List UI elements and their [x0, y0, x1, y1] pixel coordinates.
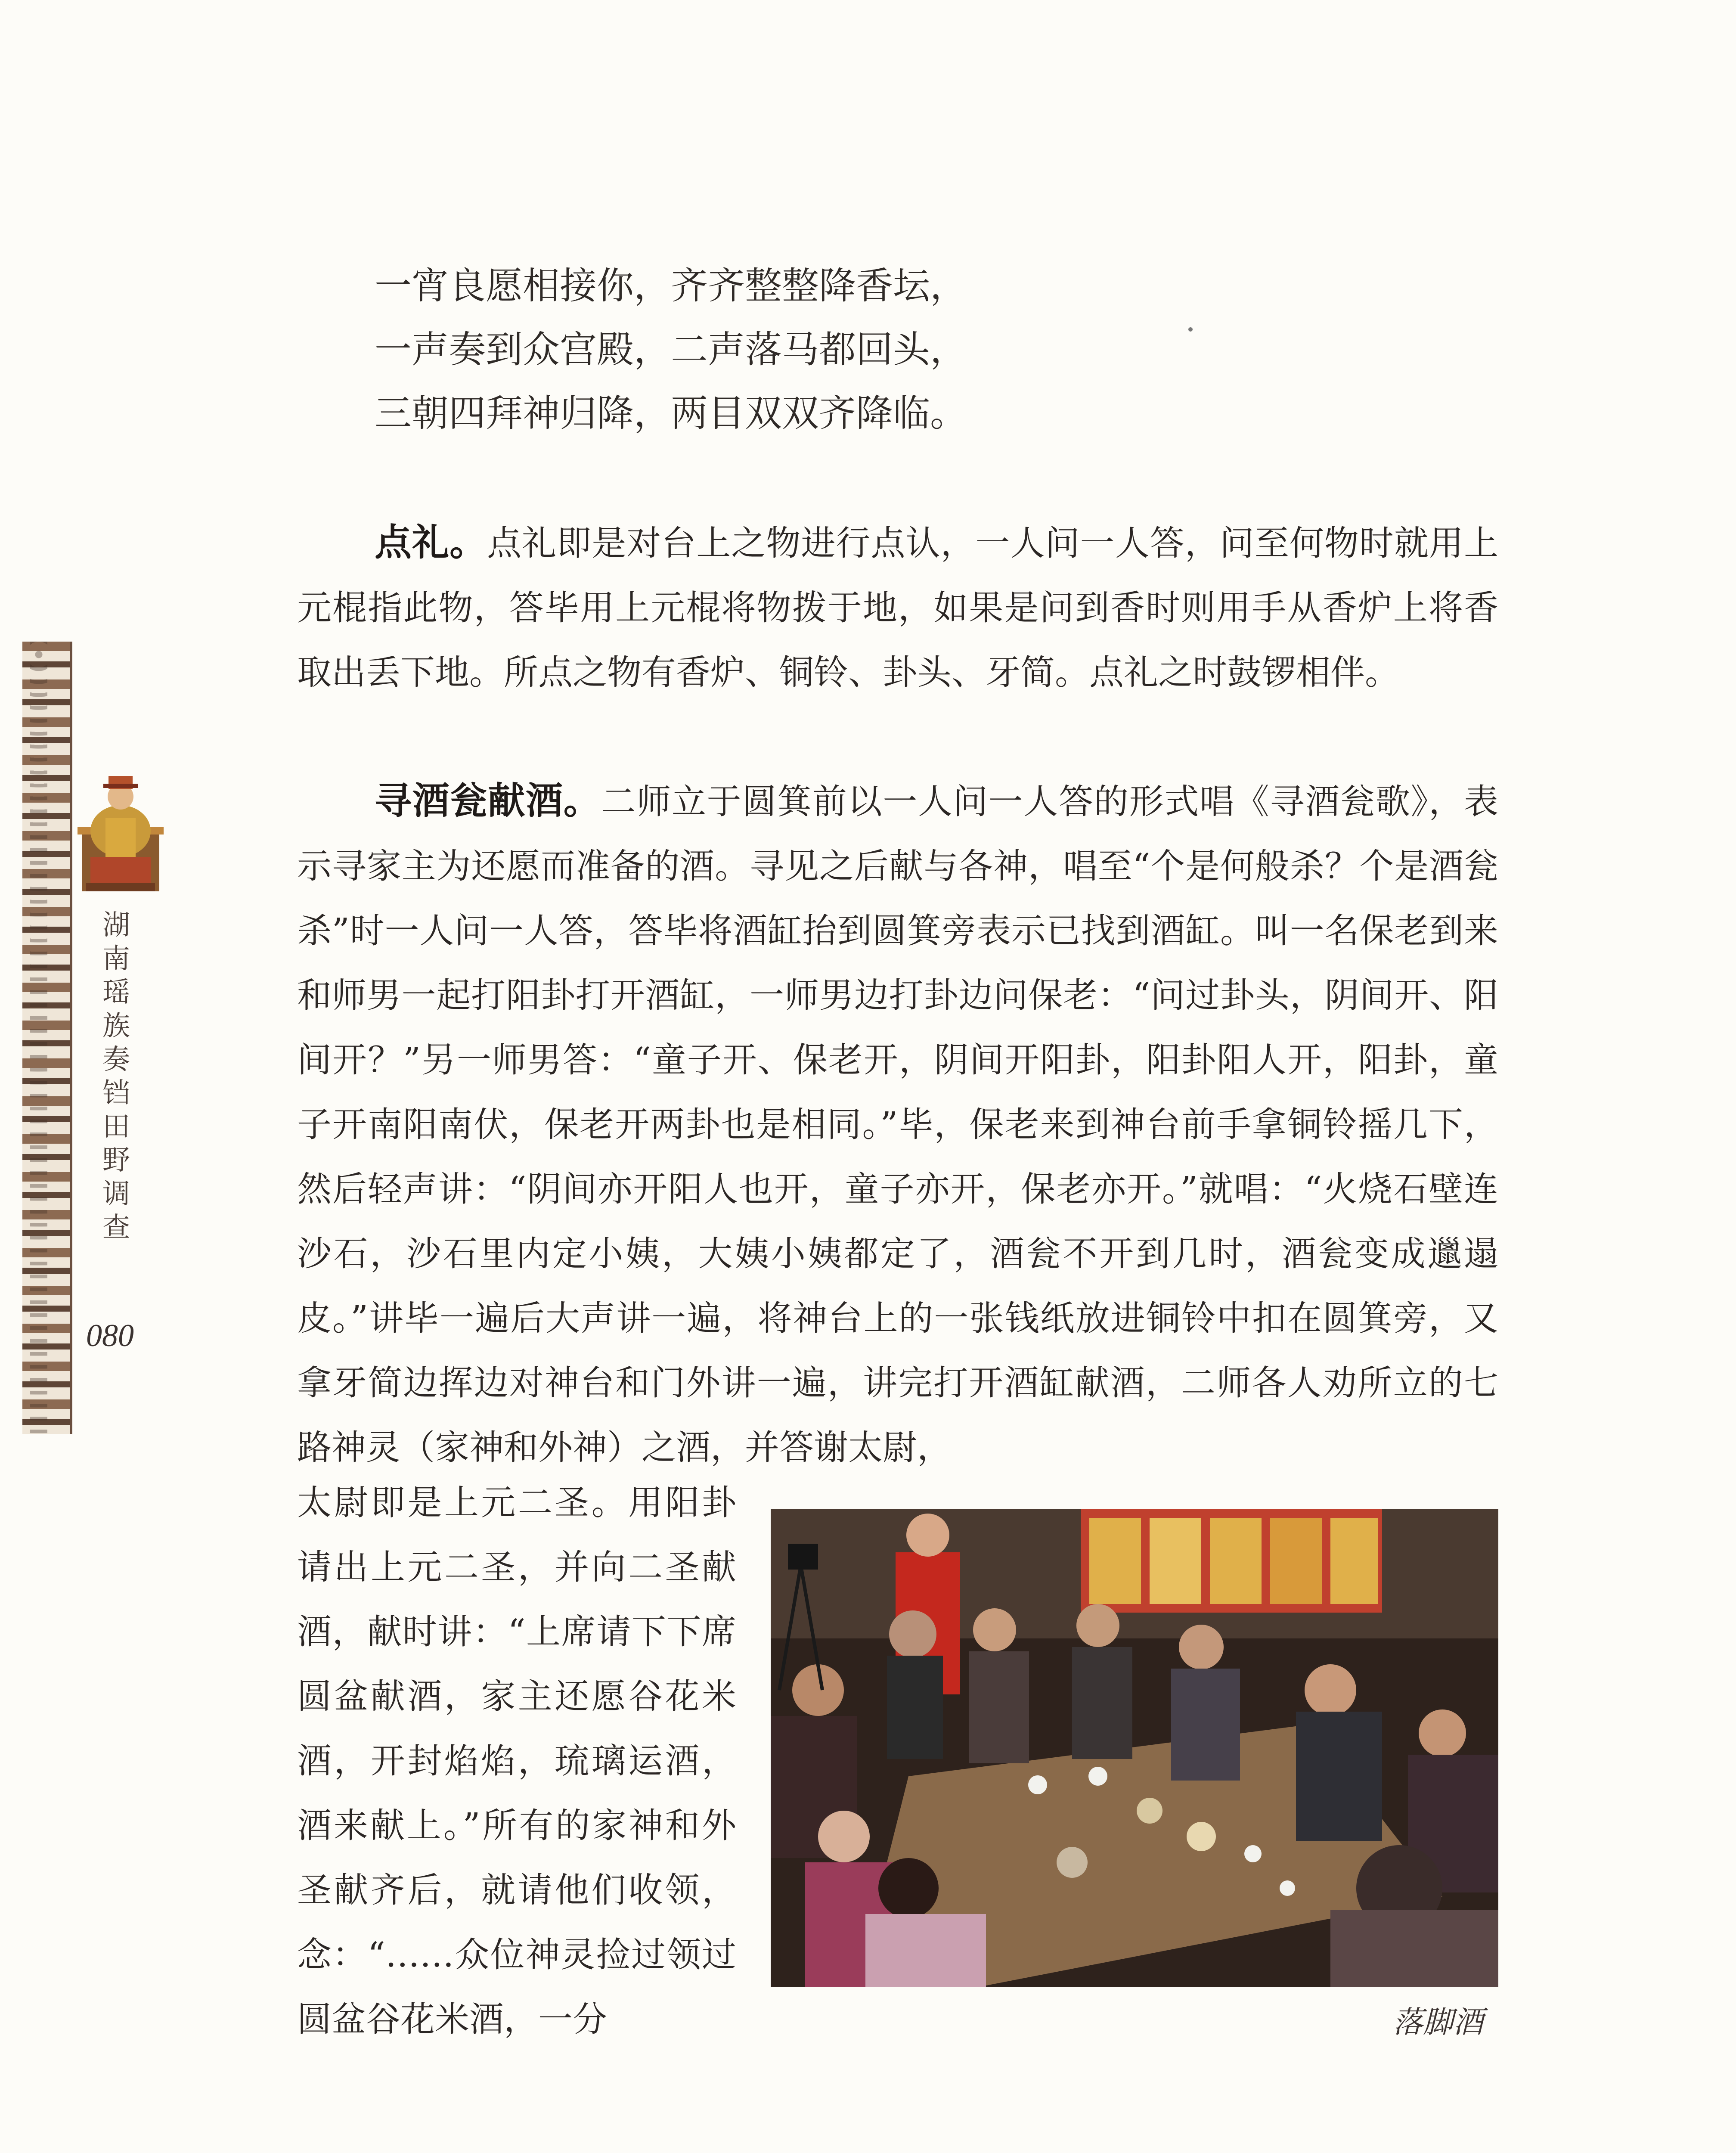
paragraph-continuation: 太尉即是上元二圣。用阳卦请出上元二圣，并向二圣献酒，献时讲：“上席请下下席圆盆献酒，家主还愿谷花米酒，开封焰焰，琉璃运酒，酒来献上。”所有的家神和外圣献齐后，就请他们收领，念：“……众位神灵捡过领过圆盆谷花米酒，一分: [297, 1483, 736, 2039]
poem-line: 三朝四拜神归降，两目双双齐降临。: [375, 392, 967, 435]
section-heading: 寻酒瓮献酒。: [375, 779, 601, 822]
paragraph-dianli: [297, 510, 1498, 705]
ceremony-photo: [771, 1509, 1498, 1987]
decorative-border: [22, 642, 72, 1434]
poem-line: 一宵良愿相接你，齐齐整整降香坛，: [375, 264, 967, 307]
paragraph-text: 点礼即是对台上之物进行点认，一人问一人答，问至何物时就用上元棍指此物，答毕用上元棍将物拨于地，如果是问到香时则用手从香炉上将香取出丢下地。所点之物有香炉、铜铃、卦头、牙简。点礼之时鼓锣相伴。: [297, 523, 1499, 692]
poem-block: [375, 254, 1580, 445]
paragraph-text: 二师立于圆箕前以一人问一人答的形式唱《寻酒瓮歌》，表示寻家主为还愿而准备的酒。寻见之后献与各神，唱至“个是何般杀？个是酒瓮杀”时一人问一人答，答毕将酒缸抬到圆箕旁表示已找到酒缸。叫一名保老到来和师男一起打阳卦打开酒缸，一师男边打卦边问保老：“问过卦头，阴间开、阳间开？”另一师男答：“童子开、保老开，阴间开阳卦，阳卦阳人开，阳卦，童子开南阳南伏，保老开两卦也是相同。”毕，保老来到神台前手拿铜铃摇几下，然后轻声讲：“阴间亦开阳人也开，童子亦开，保老亦开。”就唱：“火烧石壁连沙石，沙石里内定小姨，大姨小姨都定了，酒瓮不开到几时，酒瓮变成邋遢皮。”讲毕一遍后大声讲一遍，将神台上的一张钱纸放进铜铃中扣在圆箕旁，又拿牙简边挥边对神台和门外讲一遍，讲完打开酒缸献酒，二师各人劝所立的七路神灵（家神和外神）之酒，并答谢太尉，: [297, 782, 1498, 1467]
poem-line: 一声奏到众宫殿，二声落马都回头，: [375, 328, 967, 371]
section-heading: 点礼。: [375, 521, 487, 564]
book-title-vertical: 湖 南 瑶 族 奏 铛 田 野 调 查: [102, 909, 130, 1244]
page-number: 080: [86, 1318, 134, 1353]
paragraph-xunjiuweng: [297, 769, 1498, 1480]
emperor-figure-icon: [73, 766, 168, 896]
photo-caption: 落脚酒: [1393, 2004, 1483, 2040]
